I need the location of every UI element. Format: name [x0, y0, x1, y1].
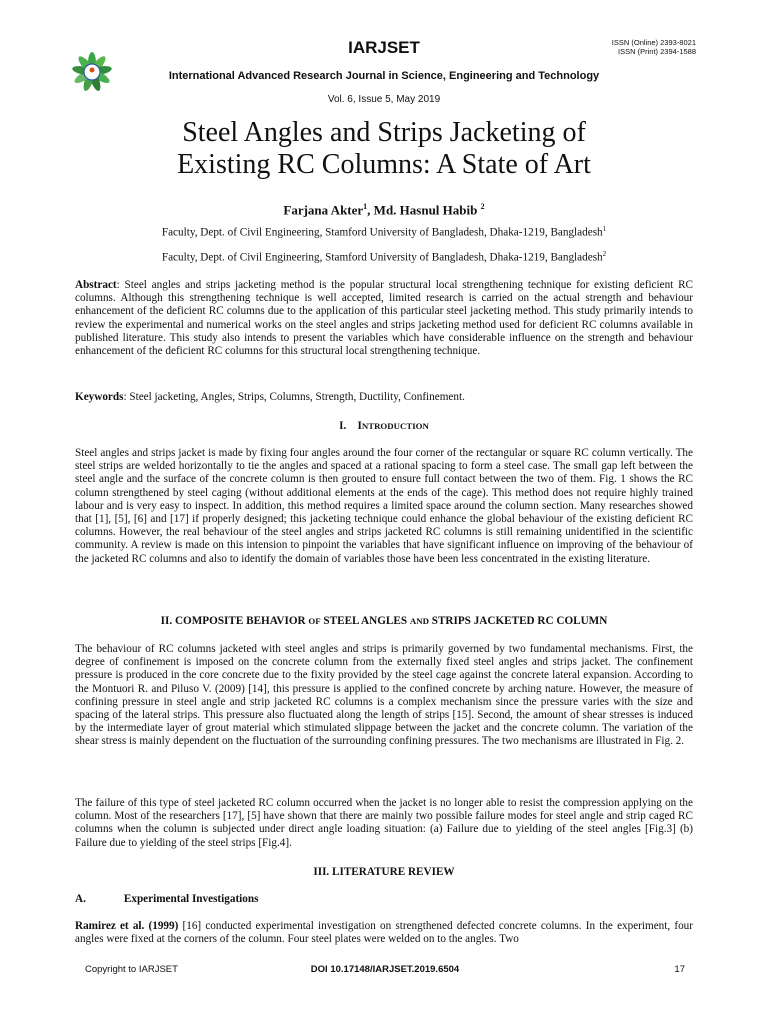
journal-short-name: IARJSET — [348, 38, 420, 57]
paper-title — [0, 117, 768, 181]
section-3-heading: III. LITERATURE REVIEW — [313, 866, 455, 878]
footer-copyright: Copyright to IARJSET — [85, 964, 178, 975]
author-list — [0, 202, 768, 218]
ref-text: [16] conducted experimental investigation on strengthened defected concrete columns. In the experiment, four angles were fixed at the corners of the column. Four steel plates were welded on to the angles. Two — [75, 920, 693, 946]
subsection-a-heading — [75, 893, 258, 905]
section-3-body — [75, 920, 693, 946]
section-2-part3: STEEL ANGLES — [320, 615, 410, 627]
affiliation-2-sup: 2 — [602, 250, 607, 258]
abstract-text: : Steel angles and strips jacketing method is the popular structural local strengthening technique for existing deficient RC columns. Although this strengthening technique is well accepted, limited research is carried on the actual strength and behaviour enhancement of the deficient RC columns due to the application of this particular steel jacketing method. This study primarily intends to review the experimental and numerical works on the steel angles and strips jacketing method used for deficient RC columns available in published literature. This study also intends to present the variables which have considerable influence on the strength and behaviour enhancement of the deficient RC columns for this structural local strengthening technique. — [75, 279, 693, 358]
keywords — [75, 391, 693, 404]
section-2-para-1: The behaviour of RC columns jacketed with steel angles and strips is primarily governed by two fundamental mechanisms. First, the degree of confinement is imposed on the concrete column from the externally fixed steel angles and strips jacket. The confinement pressure is produced in the core concrete due to the fixity provided by the steel cage against the concrete lateral expansion. According to the Montuori R. and Piluso V. (2009) [14], this pressure is applied to the confined concrete by arching nature. However, the measure of confining pressure in steel angle and strip jacketed RC columns is a complex mechanism since the pressure varies with the size and spacing of the lateral strips. This pressure also fluctuated along the length of strips [15]. Second, the amount of shear stresses is induced by the intermediate layer of grout material which stimulated slippage between the jacket and the concrete column. The variation of the shear stress is mainly dependent on the fluctuation of the surrounding confining pressures. The two mechanisms are illustrated in Fig. 2. — [75, 643, 693, 748]
paper-title-line1: Steel Angles and Strips Jacketing of — [182, 117, 586, 148]
section-1-rest: NTRODUCTION — [361, 421, 429, 431]
author-1: Farjana Akter — [283, 202, 364, 218]
abstract-label: Abstract — [75, 279, 117, 291]
author-1-sup: 1 — [363, 202, 368, 211]
ref-author: Ramirez et al. (1999) — [75, 920, 179, 932]
keywords-label: Keywords — [75, 391, 124, 403]
section-1-number: I. — [339, 420, 347, 432]
author-2-sup: 2 — [480, 202, 485, 211]
issn-print: ISSN (Print) 2394-1588 — [618, 47, 696, 56]
issn-block — [612, 38, 696, 56]
section-1-body: Steel angles and strips jacket is made by fixing four angles around the four corner of the rectangular or square RC column vertically. The steel strips are welded horizontally to tie the angles and spaced at a rational spacing to form a steel case. The small gap left between the steel angle and the surface of the concrete column is then grouted to ensure full contact between the two of them. Fig. 1 shows the RC column strengthened by steel caging (without additional elements at the ends of the cage). This method does not require highly trained labour and is very easy to inspect. In addition, this method requires a limited space around the column section. Many researches showed that [1], [5], [6] and [17] if properly designed; this jacketing technique could enhance the global behaviour of the existing deficient RC columns. However, the real behaviour of the steel angles and strips jacketed RC columns is still remaining unidentified in the scientific community. A review is made on this intension to pinpoint the variables that have significant influence on improving of the behaviour of the jacketed RC columns and also to identify the domain of variables those have been less concentrated in the existing literature. — [75, 447, 693, 565]
affiliation-2 — [0, 250, 768, 264]
footer-doi: DOI 10.17148/IARJSET.2019.6504 — [310, 964, 460, 975]
subsection-a-title: Experimental Investigations — [123, 893, 259, 905]
section-2-part4: AND — [409, 616, 429, 626]
section-2-part2: OF — [308, 616, 321, 626]
abstract — [75, 279, 693, 358]
section-1-heading — [0, 420, 768, 432]
author-2: Md. Hasnul Habib — [373, 202, 481, 218]
affiliation-1 — [0, 225, 768, 239]
section-1-first-letter: I — [357, 420, 362, 432]
section-2-para-2: The failure of this type of steel jacketed RC column occurred when the jacket is no longer able to resist the compression applying on the column. Most of the researchers [17], [5] have shown that there are mainly two possible failure modes for steel angle and strip caged RC columns when the column is subjected under direct angle loading situation: (a) Failure due to yielding of the steel angles [Fig.3] (b) Failure due to yielding of the steel strips [Fig.4]. — [75, 797, 693, 849]
affiliation-1-text: Faculty, Dept. of Civil Engineering, Stamford University of Bangladesh, Dhaka-1219, Bangladesh — [161, 226, 603, 239]
section-2-part5: STRIPS JACKETED RC COLUMN — [428, 615, 608, 627]
affiliation-2-text: Faculty, Dept. of Civil Engineering, Stamford University of Bangladesh, Dhaka-1219, Bangladesh — [161, 251, 603, 264]
affiliation-1-sup: 1 — [602, 225, 607, 233]
subsection-a-label: A. — [75, 893, 86, 905]
paper-title-line2: Existing RC Columns: A State of Art — [177, 149, 591, 180]
issn-online: ISSN (Online) 2393-8021 — [611, 38, 696, 47]
footer-page-number: 17 — [674, 964, 685, 975]
journal-full-name: International Advanced Research Journal in Science, Engineering and Technology — [168, 70, 600, 82]
volume-issue: Vol. 6, Issue 5, May 2019 — [327, 94, 441, 105]
keywords-text: : Steel jacketing, Angles, Strips, Columns, Strength, Ductility, Confinement. — [123, 391, 465, 403]
section-2-part1: II. COMPOSITE BEHAVIOR — [160, 615, 309, 627]
author-separator: , — [367, 202, 374, 218]
section-2-heading — [0, 615, 768, 627]
